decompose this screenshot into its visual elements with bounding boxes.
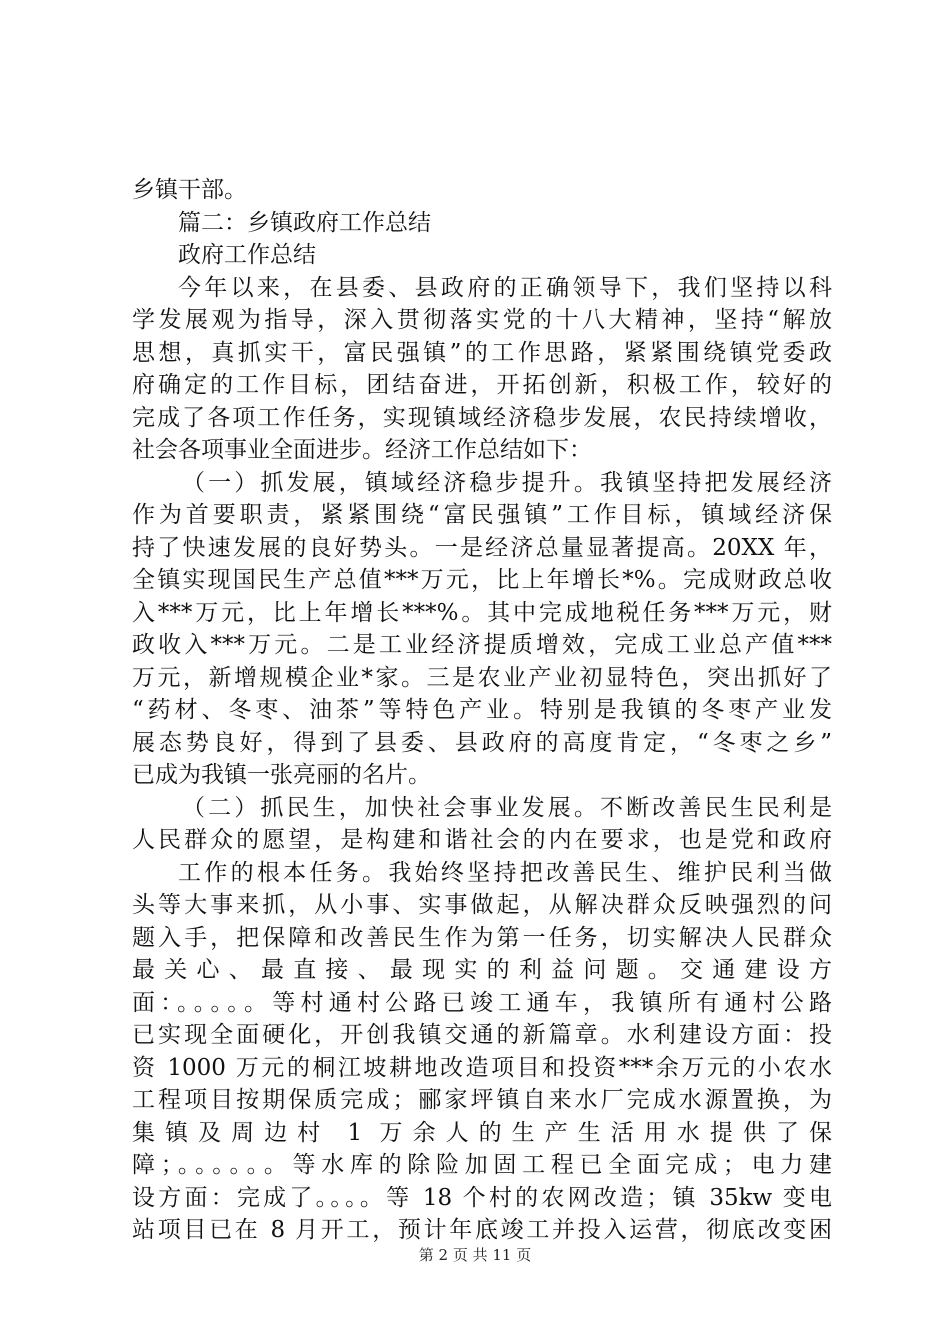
text-line: 万元，新增规模企业*家。三是农业产业初显特色，突出抓好了 xyxy=(132,664,832,691)
page-number-footer: 第 2 页 共 11 页 xyxy=(418,1246,532,1264)
text-line: 社会各项事业全面进步。经济工作总结如下： xyxy=(132,437,592,463)
section-heading: 篇二：乡镇政府工作总结 xyxy=(178,209,431,236)
text-line: 资 1000 万元的桐江坡耕地改造项目和投资***余万元的小农水 xyxy=(132,1054,832,1081)
text-line: （二）抓民生，加快社会事业发展。不断改善民生民利是 xyxy=(182,794,832,821)
text-line: 乡镇干部。 xyxy=(132,177,247,203)
text-line: 作为首要职责，紧紧围绕“富民强镇”工作目标，镇域经济保 xyxy=(132,502,832,528)
text-line: 政收入***万元。二是工业经济提质增效，完成工业总产值*** xyxy=(132,632,832,658)
text-line: 最关心、最直接、最现实的利益问题。交通建设方 xyxy=(132,957,832,983)
document-title: 政府工作总结 xyxy=(178,242,316,268)
text-line: 面：。。。。。等村通村公路已竣工通车，我镇所有通村公路 xyxy=(132,989,832,1016)
text-line: 障；。。。。。。等水库的除险加固工程已全面完成；电力建 xyxy=(132,1152,832,1178)
text-line: 展态势良好，得到了县委、县政府的高度肯定，“冬枣之乡” xyxy=(132,729,832,756)
text-line: 题入手，把保障和改善民生作为第一任务，切实解决人民群众 xyxy=(132,924,832,951)
text-line: 集镇及周边村 1 万余人的生产生活用水提供了保 xyxy=(132,1119,832,1146)
text-line: 府确定的工作目标，团结奋进，开拓创新，积极工作，较好的 xyxy=(132,372,832,398)
text-line: “药材、冬枣、油茶”等特色产业。特别是我镇的冬枣产业发 xyxy=(132,697,832,723)
text-line: 工作的根本任务。我始终坚持把改善民生、维护民利当做 xyxy=(178,859,832,886)
text-line: 已实现全面硬化，开创我镇交通的新篇章。水利建设方面：投 xyxy=(132,1022,832,1048)
text-line: 头等大事来抓，从小事、实事做起，从解决群众反映强烈的问 xyxy=(132,892,832,918)
text-line: 持了快速发展的良好势头。一是经济总量显著提高。20XX 年， xyxy=(132,534,832,561)
text-line: （一）抓发展，镇域经济稳步提升。我镇坚持把发展经济 xyxy=(182,469,832,496)
text-line: 入***万元，比上年增长***%。其中完成地税任务***万元，财 xyxy=(132,599,832,626)
text-line: 学发展观为指导，深入贯彻落实党的十八大精神，坚持“解放 xyxy=(132,307,832,333)
text-line: 人民群众的愿望，是构建和谐社会的内在要求，也是党和政府 xyxy=(132,827,832,853)
text-line: 完成了各项工作任务，实现镇域经济稳步发展，农民持续增收， xyxy=(132,404,832,431)
text-line: 已成为我镇一张亮丽的名片。 xyxy=(132,762,431,788)
text-line: 今年以来，在县委、县政府的正确领导下，我们坚持以科 xyxy=(178,274,832,301)
text-line: 站项目已在 8 月开工，预计年底竣工并投入运营，彻底改变困 xyxy=(132,1217,832,1243)
text-line: 设方面：完成了。。。。等 18 个村的农网改造；镇 35kw 变电 xyxy=(132,1184,832,1211)
document-body xyxy=(132,174,832,1247)
text-line: 思想，真抓实干，富民强镇”的工作思路，紧紧围绕镇党委政 xyxy=(132,339,832,366)
text-line: 工程项目按期保质完成；郦家坪镇自来水厂完成水源置换，为 xyxy=(132,1087,832,1113)
text-line: 全镇实现国民生产总值***万元，比上年增长*%。完成财政总收 xyxy=(132,567,832,593)
